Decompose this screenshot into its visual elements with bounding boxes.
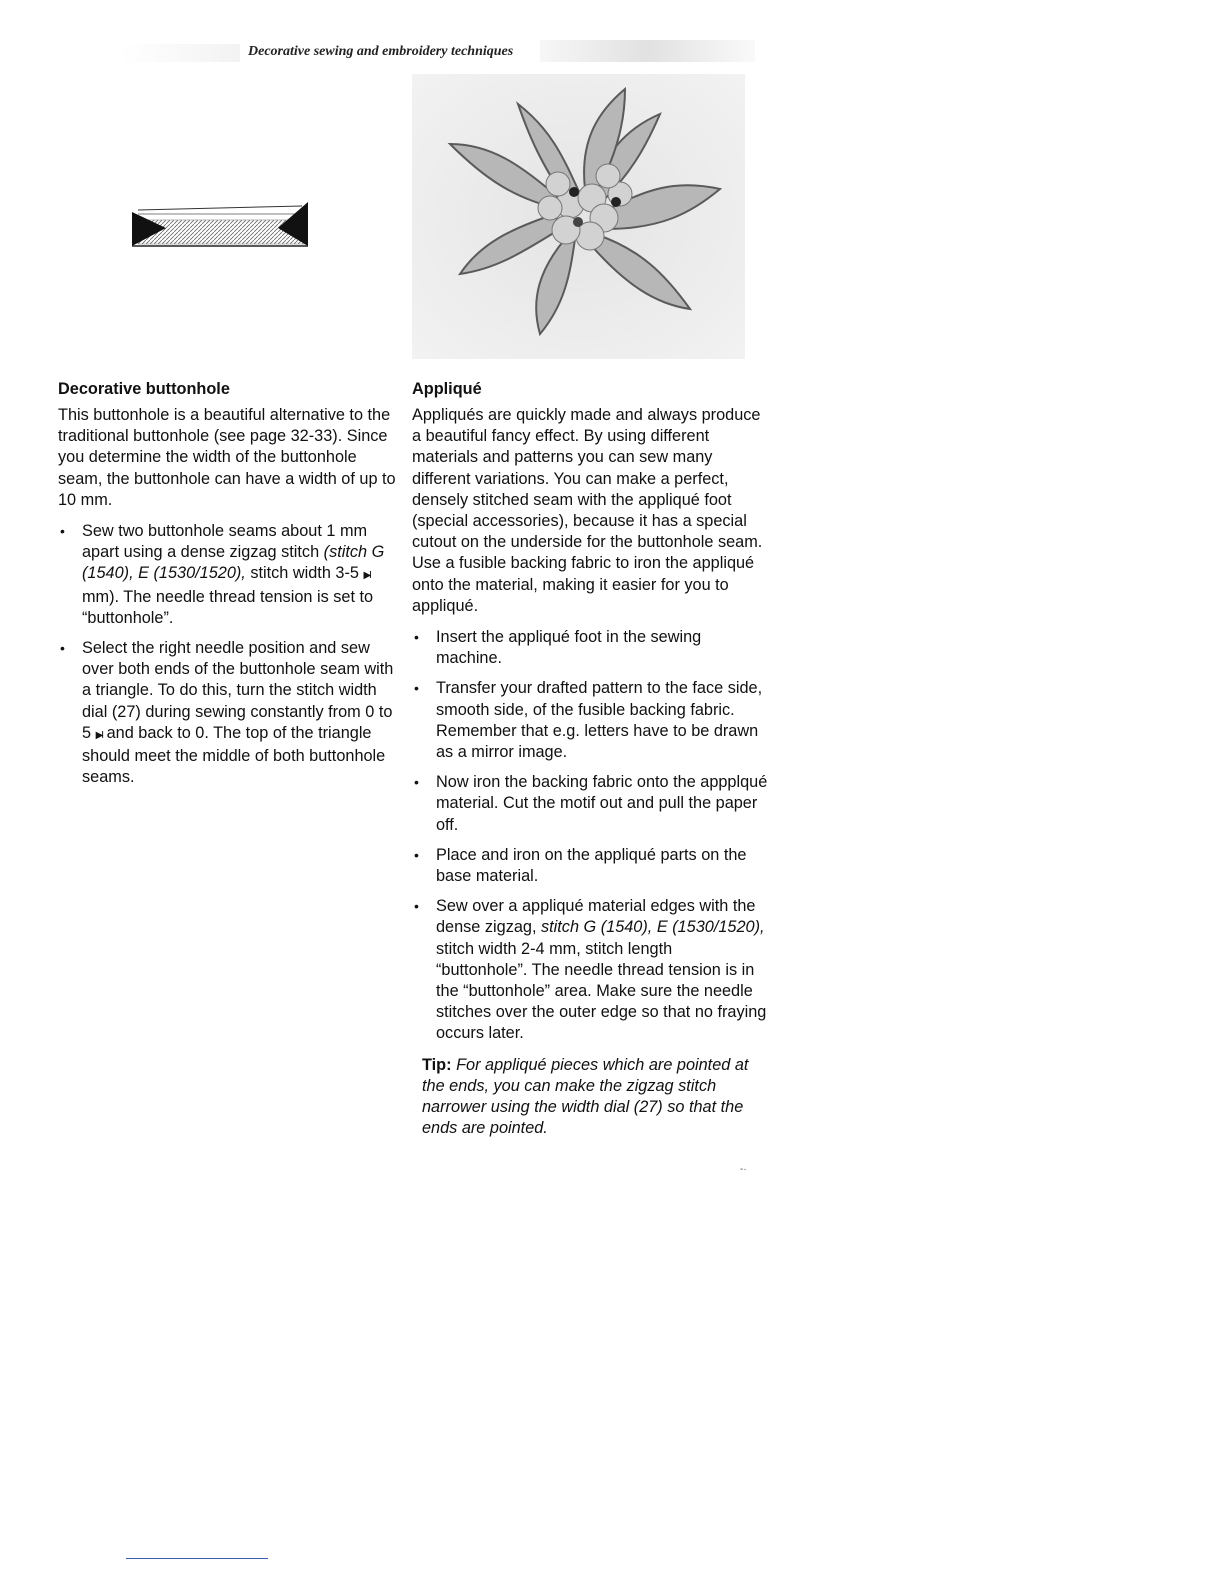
list-item: • Transfer your drafted pattern to the face side, smooth side, of the fusible backing fabric. Remember that e.g. letters have to be drawn as a mirror image. (412, 678, 768, 763)
tip-label: Tip: (422, 1055, 452, 1074)
intro-paragraph: Appliqués are quickly made and always produce a beautiful fancy effect. By using different materials and patterns you can sew many different variations. You can make a perfect, densely stitched seam with the appliqué foot (special accessories), because it has a special cutout on the underside for the buttonhole seam. Use a fusible backing fabric to iron the appliqué onto the material, making it easier for you to appliqué. (412, 406, 763, 615)
instruction-list (58, 521, 398, 788)
stitch-reference: stitch G (1540), E (1530/1520), (541, 918, 765, 937)
decorative-buttonhole-section (58, 379, 398, 797)
list-item: • Place and iron on the appliqué parts on the base material. (412, 845, 768, 887)
section-heading: Decorative buttonhole (58, 380, 230, 398)
tip-note (422, 1055, 768, 1140)
scan-smudge (540, 40, 755, 62)
list-item: • Insert the appliqué foot in the sewing machine. (412, 627, 768, 669)
applique-section (412, 379, 768, 1140)
scan-smudge (120, 44, 240, 62)
page-number: -· (740, 1164, 747, 1175)
list-item: • Sew two buttonhole seams about 1 mm apart using a dense zigzag stitch (stitch G (1540), E (1530/1520), stitch width 3-5 ▶I mm). The needle thread tension is set to “buttonhole”. (58, 521, 398, 629)
section-heading: Appliqué (412, 380, 482, 398)
instruction-list (412, 627, 768, 1045)
running-header: Decorative sewing and embroidery techniques (248, 44, 514, 59)
applique-flower-photo (412, 74, 745, 359)
list-item: • Sew over a appliqué material edges with the dense zigzag, stitch G (1540), E (1530/1520), stitch width 2-4 mm, stitch length “buttonhole”. The needle thread tension is in the “buttonhole” area. Make sure the needle stitches over the outer edge so that no fraying occurs later. (412, 896, 768, 1044)
divider (126, 1558, 268, 1559)
stitch-reference: (stitch G (1540), E (1530/1520), (82, 543, 385, 583)
list-item: • Select the right needle position and sew over both ends of the buttonhole seam with a triangle. To do this, turn the stitch width dial (27) during sewing constantly from 0 to 5 ▶I and back to 0. The top of the triangle should meet the middle of both buttonhole seams. (58, 638, 398, 788)
width-symbol-icon: ▶I (363, 570, 370, 582)
list-item: • Now iron the backing fabric onto the appplqué material. Cut the motif out and pull the paper off. (412, 772, 768, 836)
intro-paragraph: This buttonhole is a beautiful alternative to the traditional buttonhole (see page 32-33). Since you determine the width of the buttonhole seam, the buttonhole can have a width of up to 10 mm. (58, 406, 396, 509)
width-symbol-icon: ▶I (95, 729, 103, 741)
buttonhole-illustration (130, 200, 310, 250)
tip-text: For appliqué pieces which are pointed at the ends, you can make the zigzag stitch narrower using the width dial (27) so that the ends are pointed. (422, 1055, 749, 1138)
